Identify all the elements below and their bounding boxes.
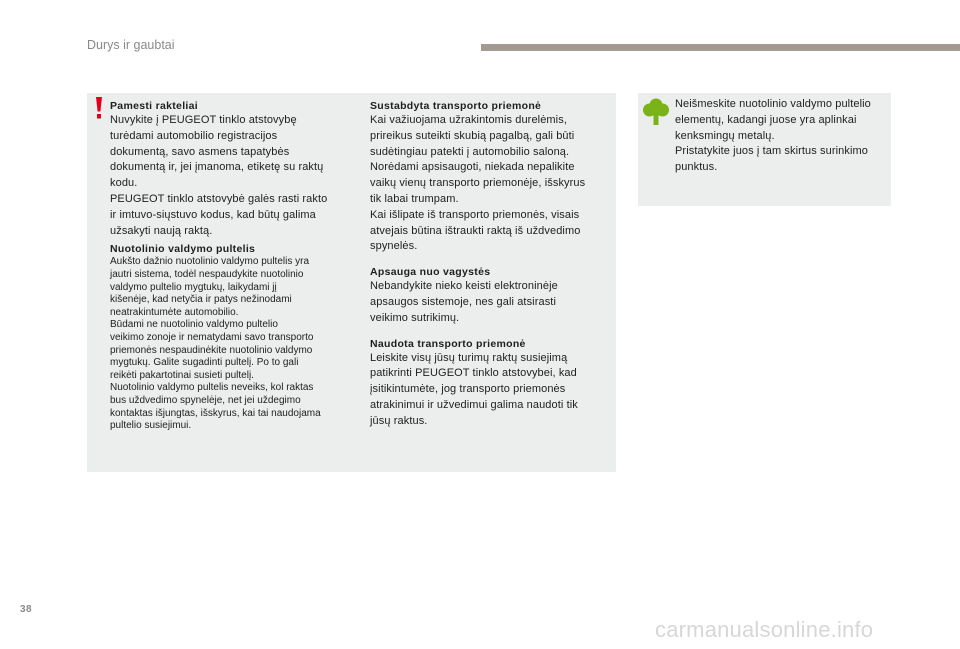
left-column: [110, 99, 350, 433]
text-line: jautri sistema, todėl nespaudykite nuotolinio: [110, 268, 304, 280]
text-line: bus uždvedimo spynelėje, net jei uždegimo: [110, 394, 301, 406]
text-line: turėdami automobilio registracijos: [110, 129, 278, 142]
text-line: įsitikintumėte, jog transporto priemonės: [370, 383, 566, 396]
text-line: prireikus suteikti skubią pagalbą, gali būti: [370, 129, 575, 142]
text-line: apsaugos sistemoje, nes gali atsirasti: [370, 295, 557, 308]
text-line: veikimo zonoje ir nematydami savo transporto: [110, 331, 314, 343]
lost-keys-text: [110, 113, 350, 239]
tree-icon: [643, 97, 669, 125]
text-line: jūsų raktus.: [370, 414, 428, 427]
text-line: dokumentą ir, jei įmanoma, etiketę su raktų: [110, 161, 324, 174]
text-line: Neišmeskite nuotolinio valdymo pultelio: [675, 98, 871, 110]
watermark: carmanualsonline.info: [655, 617, 874, 642]
text-line: užsakyti naują raktą.: [110, 224, 213, 237]
text-line: kontaktas išjungtas, išskyrus, kai tai naudojama: [110, 407, 321, 419]
eco-note-text: [675, 97, 887, 176]
text-line: punktus.: [675, 161, 718, 174]
text-line: Kai išlipate iš transporto priemonės, visais: [370, 208, 580, 221]
text-line: dokumentą, savo asmens tapatybės: [110, 145, 290, 158]
section-title: Durys ir gaubtai: [87, 38, 175, 52]
text-line: Nebandykite nieko keisti elektroninėje: [370, 280, 558, 293]
text-line: Leiskite visų jūsų turimų raktų susiejimą: [370, 351, 568, 364]
text-line: Nuotolinio valdymo pultelis neveiks, kol raktas: [110, 382, 314, 394]
text-line: Norėdami apsisaugoti, niekada nepalikite: [370, 161, 575, 174]
text-line: spynelės.: [370, 240, 418, 253]
remote-control-heading: Nuotolinio valdymo pultelis: [110, 243, 256, 256]
text-line: kenksmingų metalų.: [675, 129, 775, 142]
text-line: pultelio susiejimui.: [110, 420, 192, 432]
text-line: valdymo pultelio mygtukų, laikydami jį: [110, 281, 277, 293]
used-vehicle-text: [370, 351, 606, 430]
text-line: Kai važiuojama užrakintomis durelėmis,: [370, 114, 567, 126]
text-line: veikimo sutrikimų.: [370, 311, 460, 324]
lost-keys-heading: Pamesti rakteliai: [110, 100, 198, 112]
text-line: reikėti pakartotinai susieti pultelį.: [110, 369, 254, 381]
middle-column: [370, 99, 606, 430]
anti-theft-text: [370, 279, 606, 326]
used-vehicle-heading: Naudota transporto priemonė: [370, 337, 526, 350]
text-line: neatrakintumėte automobilio.: [110, 306, 239, 318]
text-line: priemonės nespaudinėkite nuotolinio valdymo: [110, 344, 313, 356]
text-line: Pristatykite juos į tam skirtus surinkimo: [675, 145, 868, 158]
text-line: atvejais būtina ištraukti raktą iš uždvedimo: [370, 224, 581, 237]
text-line: elementų, kadangi juose yra aplinkai: [675, 113, 857, 126]
text-line: Nuvykite į PEUGEOT tinklo atstovybę: [110, 114, 297, 126]
exclamation-mark-icon: [94, 97, 104, 119]
text-line: Būdami ne nuotolinio valdymo pultelio: [110, 319, 278, 331]
text-line: PEUGEOT tinklo atstovybė galės rasti rakto: [110, 192, 328, 205]
text-line: ir imtuvo-siųstuvo kodus, kad būtų galima: [110, 208, 316, 221]
text-line: sudėtingiau patekti į automobilio saloną.: [370, 145, 570, 158]
header-divider-bar: [481, 44, 960, 51]
remote-control-text: [110, 256, 350, 432]
text-line: mygtukų. Galite sugadinti pultelį. Po to gali: [110, 357, 299, 369]
text-line: patikrinti PEUGEOT tinklo atstovybei, kad: [370, 367, 577, 380]
text-line: kišenėje, kad netyčia ir patys nežinodami: [110, 294, 292, 306]
text-line: tik labai trumpam.: [370, 192, 459, 205]
text-line: vaikų vienų transporto priemonėje, išskyrus: [370, 177, 586, 190]
anti-theft-heading: Apsauga nuo vagystės: [370, 266, 491, 279]
stopped-vehicle-heading: Sustabdyta transporto priemonė: [370, 100, 542, 112]
stopped-vehicle-text: [370, 113, 606, 255]
text-line: Aukšto dažnio nuotolinio valdymo pultelis yra: [110, 256, 309, 268]
text-line: atrakinimui ir užvedimui galima naudoti tik: [370, 398, 578, 411]
page-number: 38: [20, 604, 33, 615]
text-line: kodu.: [110, 177, 138, 190]
